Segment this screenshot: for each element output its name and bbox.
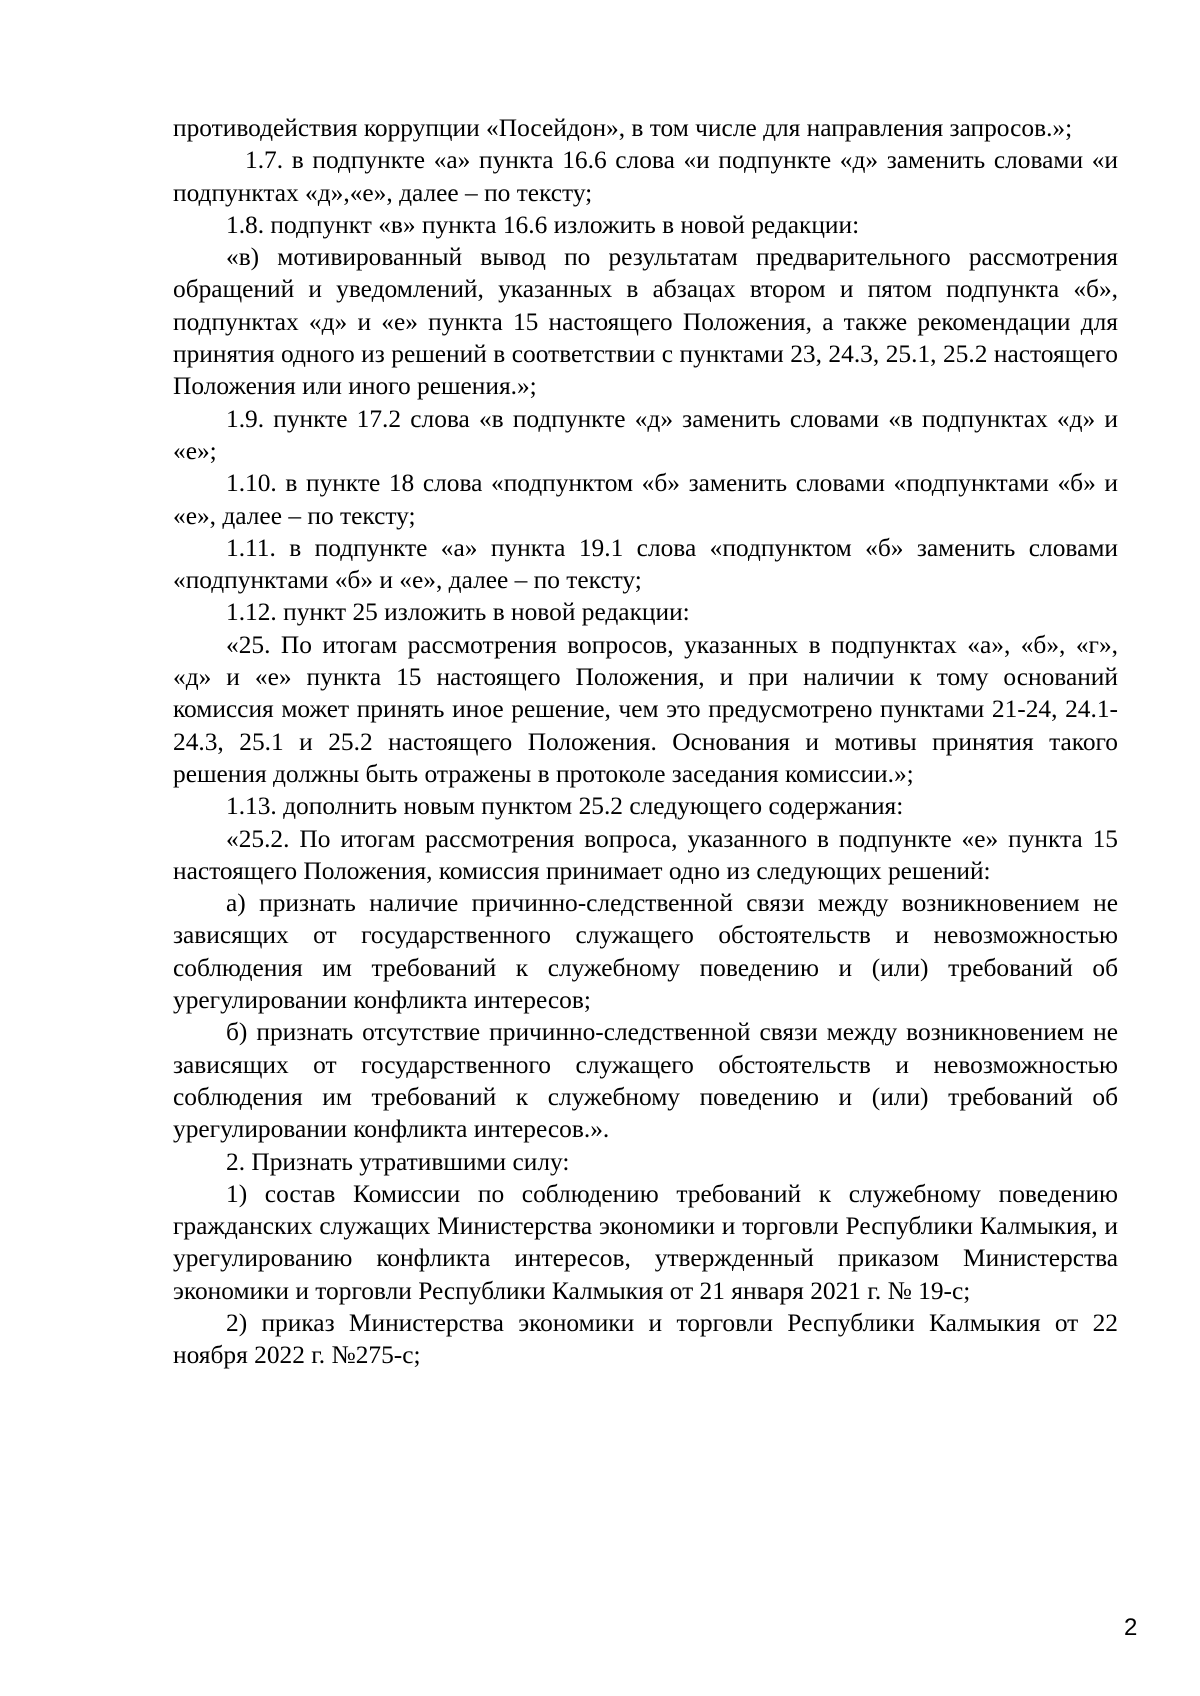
paragraph-1-13: 1.13. дополнить новым пунктом 25.2 следующего содержания: — [226, 792, 904, 821]
paragraph-1-12-quote: «25. По итогам рассмотрения вопросов, указанных в подпунктах «а», «б», «г», «д» и «е» пункта 15 настоящего Положения, и при наличии к тому оснований комиссия может принять иное решение, чем это предусмотрено пунктами 21-24, 24.1-24.3, 25.1 и 25.2 настоящего Положения. Основания и мотивы принятия такого решения должны быть отражены в протоколе заседания комиссии.»; — [173, 630, 1118, 788]
paragraph-item-b: б) признать отсутствие причинно-следственной связи между возникновением не зависящих от государственного служащего обстоятельств и невозможностью соблюдения им требований к служебному поведению и (или) требований об урегулировании конфликта интересов.». — [173, 1018, 1118, 1144]
paragraph-2-2: 2) приказ Министерства экономики и торговли Республики Калмыкия от 22 ноября 2022 г. №275-с; — [173, 1308, 1118, 1370]
paragraph-1-13-quote: «25.2. По итогам рассмотрения вопроса, указанного в подпункте «е» пункта 15 настоящего Положения, комиссия принимает одно из следующих решений: — [173, 824, 1118, 885]
paragraph-2: 2. Признать утратившими силу: — [226, 1147, 570, 1176]
paragraph-item-a: а) признать наличие причинно-следственной связи между возникновением не зависящих от государственного служащего обстоятельств и невозможностью соблюдения им требований к служебному поведению и (или) требований об урегулировании конфликта интересов; — [173, 889, 1118, 1015]
page-number: 2 — [1124, 1614, 1138, 1641]
paragraph-1-8-quote: «в) мотивированный вывод по результатам предварительного рассмотрения обращений и уведомлений, указанных в абзацах втором и пятом подпункта «б», подпунктах «д» и «е» пункта 15 настоящего Положения, а также рекомендации для принятия одного из решений в соответствии с пунктами 23, 24.3, 25.1, 25.2 настоящего Положения или иного решения.»; — [173, 243, 1118, 401]
paragraph-continuation: противодействия коррупции «Посейдон», в том числе для направления запросов.»; — [173, 114, 1073, 142]
paragraph-1-7: 1.7. в подпункте «а» пункта 16.6 слова «и подпункте «д» заменить словами «и подпунктах «д»,«е», далее – по тексту; — [173, 146, 1118, 207]
paragraph-1-9: 1.9. пункте 17.2 слова «в подпункте «д» заменить словами «в подпунктах «д» и «е»; — [173, 404, 1118, 465]
paragraph-1-10: 1.10. в пункте 18 слова «подпунктом «б» заменить словами «подпунктами «б» и «е», далее – по тексту; — [173, 469, 1118, 530]
paragraph-1-8: 1.8. подпункт «в» пункта 16.6 изложить в новой редакции: — [226, 210, 860, 239]
paragraph-1-11: 1.11. в подпункте «а» пункта 19.1 слова «подпунктом «б» заменить словами «подпунктами «б» и «е», далее – по тексту; — [173, 533, 1118, 595]
paragraph-1-12: 1.12. пункт 25 изложить в новой редакции: — [226, 598, 690, 627]
document-body — [173, 112, 1118, 1372]
paragraph-2-1: 1) состав Комиссии по соблюдению требований к служебному поведению гражданских служащих Министерства экономики и торговли Республики Калмыкия, и урегулированию конфликта интересов, утвержденный приказом Министерства экономики и торговли Республики Калмыкия от 21 января 2021 г. № 19-с; — [173, 1179, 1118, 1305]
